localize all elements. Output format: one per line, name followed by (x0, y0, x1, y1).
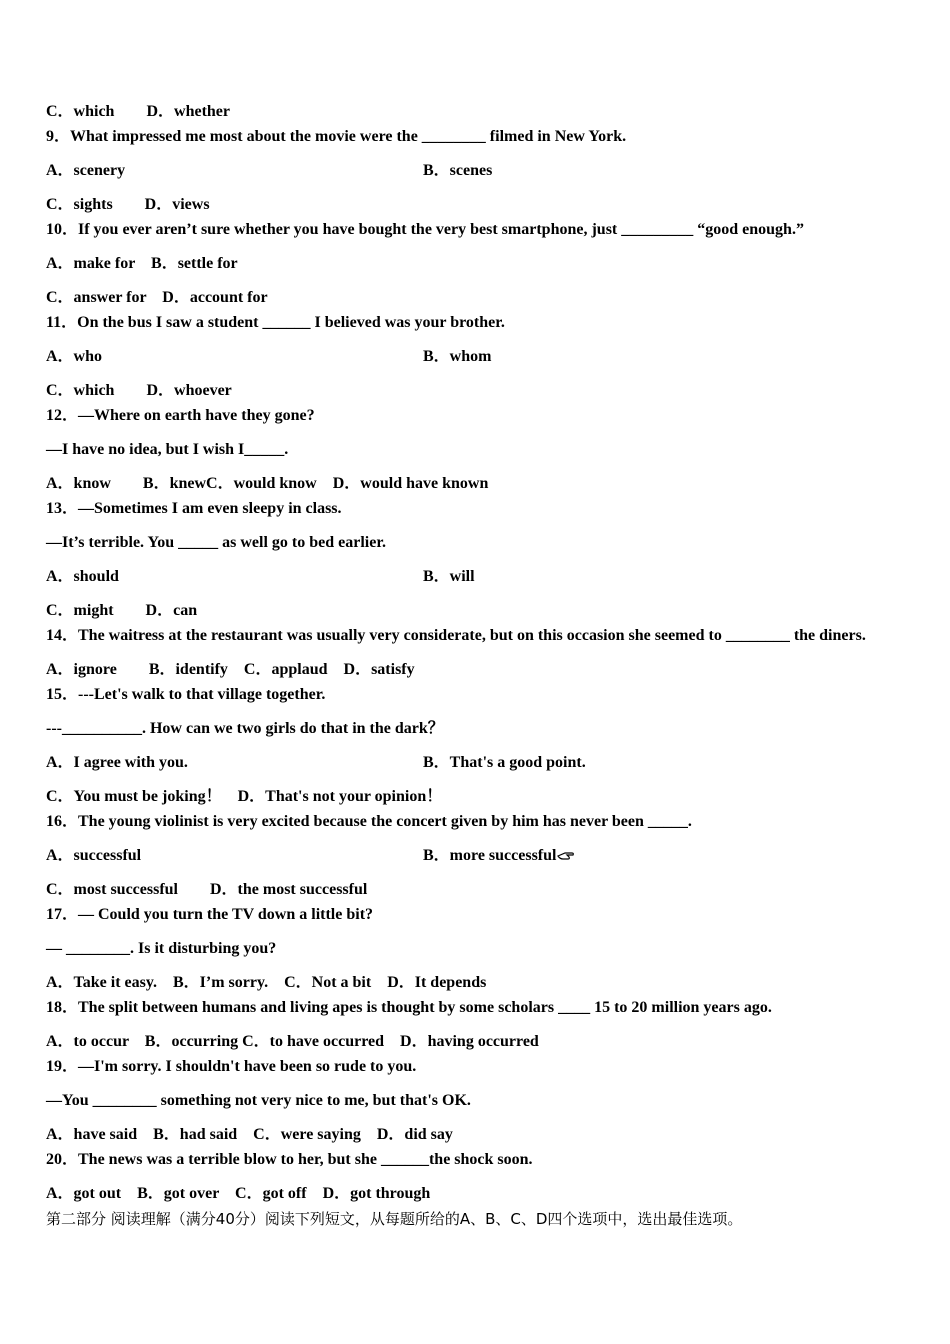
q10-question (46, 220, 804, 240)
q10-options-cd (46, 288, 268, 308)
q8-options-cd (46, 102, 230, 122)
q11-options-ab (46, 347, 492, 367)
text: 12．—Where on earth have they gone? (46, 407, 315, 424)
section-heading (46, 1209, 742, 1229)
option-a: A．scenery (46, 162, 126, 179)
q9-options-cd (46, 195, 210, 215)
text: C．You must be joking！ D．That's not your opinion！ (46, 788, 443, 805)
text: C．might D．can (46, 602, 198, 619)
text: 9．What impressed me most about the movie were the ________ filmed in New York. (46, 128, 627, 145)
text: C．answer for D．account for (46, 289, 268, 306)
text: A．Take it easy. B．I’m sorry. C．Not a bit D．It depends (46, 974, 487, 991)
option-a: A．I agree with you. (46, 754, 188, 771)
q17-question (46, 905, 373, 925)
text: C．which D．whoever (46, 382, 232, 399)
q14-options (46, 660, 415, 680)
q20-question (46, 1150, 533, 1170)
option-a: A．who (46, 348, 103, 365)
text: 11．On the bus I saw a student ______ I believed was your brother. (46, 314, 505, 331)
q15-response (46, 719, 444, 739)
q16-question (46, 812, 692, 832)
text: 20．The news was a terrible blow to her, but she ______the shock soon. (46, 1151, 533, 1168)
q10-options-ab (46, 254, 238, 274)
text: —I have no idea, but I wish I_____. (46, 441, 289, 458)
q20-options (46, 1184, 430, 1204)
text: 第二部分 阅读理解（满分40分）阅读下列短文，从每题所给的A、B、C、D四个选项中，选出最佳选项。 (46, 1210, 743, 1228)
q9-options-ab (46, 161, 493, 181)
q9-question (46, 127, 626, 147)
q16-options-cd (46, 880, 367, 900)
q19-question (46, 1057, 416, 1077)
text: 18．The split between humans and living apes is thought by some scholars ____ 15 to 20 million years ago. (46, 999, 772, 1016)
q13-question (46, 499, 342, 519)
text: A．to occur B．occurring C．to have occurred D．having occurred (46, 1033, 539, 1050)
text: A．got out B．got over C．got off D．got through (46, 1185, 431, 1202)
text: A．make for B．settle for (46, 255, 238, 272)
q13-response (46, 533, 386, 553)
option-b: B．whom (423, 348, 492, 365)
q13-options-ab (46, 567, 475, 587)
text: 13．—Sometimes I am even sleepy in class. (46, 500, 342, 517)
q19-options (46, 1125, 453, 1145)
q12-question (46, 406, 315, 426)
text: C．most successful D．the most successful (46, 881, 368, 898)
option-b (423, 846, 575, 866)
text: C．sights D．views (46, 196, 210, 213)
option-a: A．should (46, 568, 119, 585)
option-b: B．That's a good point. (423, 754, 586, 771)
option-b: B．will (423, 568, 475, 585)
q18-options (46, 1032, 539, 1052)
q15-options-ab (46, 753, 586, 773)
q18-question (46, 998, 772, 1018)
q15-options-cd (46, 787, 442, 807)
q17-options (46, 973, 486, 993)
text: 15．---Let's walk to that village together. (46, 686, 326, 703)
q17-response (46, 939, 276, 959)
q12-options (46, 474, 488, 494)
text: 17．— Could you turn the TV down a little bit? (46, 906, 374, 923)
text: —It’s terrible. You _____ as well go to bed earlier. (46, 534, 386, 551)
text: 10．If you ever aren’t sure whether you have bought the very best smartphone, just _________ “good enough.” (46, 221, 804, 238)
q14-question (46, 626, 866, 646)
text: 16．The young violinist is very excited because the concert given by him has never been _____. (46, 813, 692, 830)
text: A．know B．knewC．would know D．would have known (46, 475, 489, 492)
q15-question (46, 685, 325, 705)
text: ---__________. How can we two girls do that in the dark？ (46, 720, 444, 737)
text: — ________. Is it disturbing you? (46, 940, 277, 957)
text: —You ________ something not very nice to me, but that's OK. (46, 1092, 471, 1109)
q11-options-cd (46, 381, 232, 401)
text: C．which D．whether (46, 103, 230, 120)
q12-response (46, 440, 288, 460)
option-b: B．scenes (423, 162, 493, 179)
q13-options-cd (46, 601, 197, 621)
q11-question (46, 313, 505, 333)
pointing-hand-icon (557, 850, 575, 862)
text: A．have said B．had said C．were saying D．did say (46, 1126, 453, 1143)
q19-response (46, 1091, 471, 1111)
text: 14．The waitress at the restaurant was usually very considerate, but on this occasion she seemed to ________ the diners. (46, 627, 866, 644)
option-a: A．successful (46, 847, 142, 864)
q16-options-ab (46, 846, 557, 866)
text: A．ignore B．identify C．applaud D．satisfy (46, 661, 415, 678)
text: 19．—I'm sorry. I shouldn't have been so rude to you. (46, 1058, 417, 1075)
option-b-text: B．more successful (423, 847, 557, 864)
